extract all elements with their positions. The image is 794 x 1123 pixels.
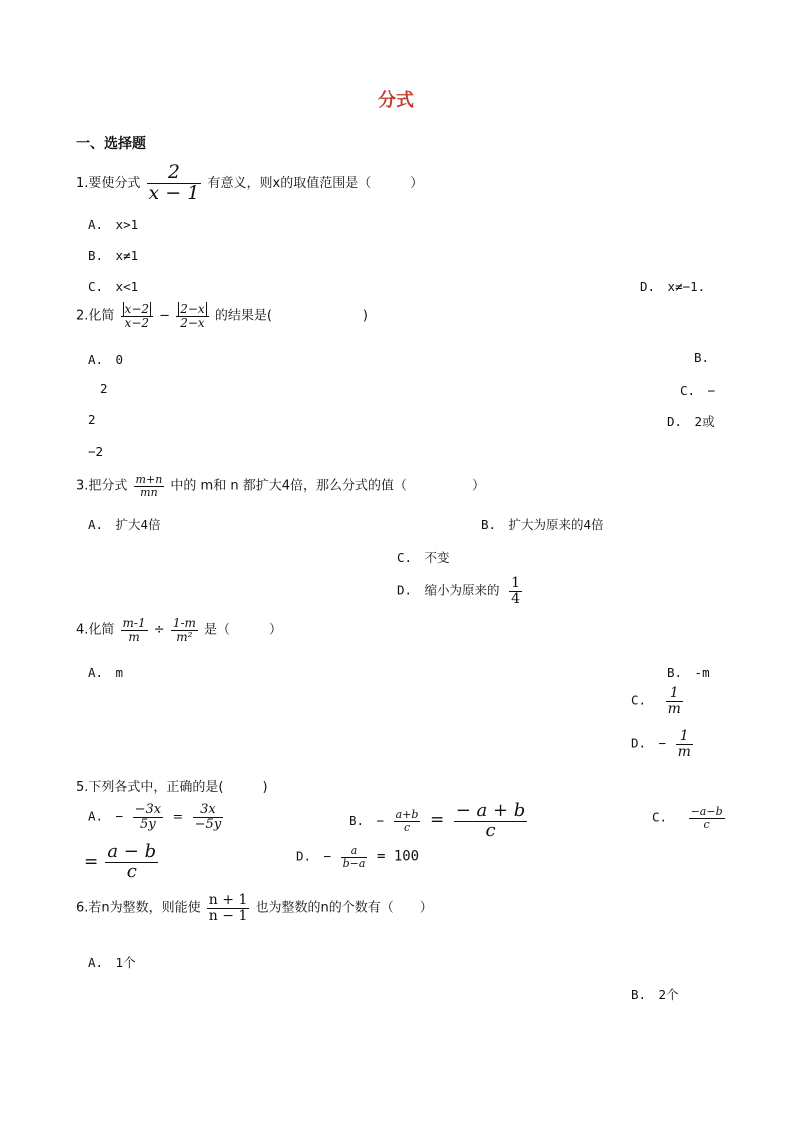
q1-option-d[interactable]: D. x≠−1.	[640, 279, 706, 294]
q2-suffix: 的结果是( )	[214, 308, 368, 324]
q5-d-fraction: $\frac{a}{b-a}$	[342, 844, 366, 870]
q1-prefix: 1.要使分式	[76, 175, 141, 191]
q2-option-a[interactable]: A. 0	[88, 352, 124, 367]
q2-option-d[interactable]: D. 2或	[667, 414, 715, 429]
q6-fraction: $\frac{n + 1}{n - 1}$	[208, 892, 248, 924]
q4-option-b[interactable]: B. -m	[667, 665, 710, 680]
q6-suffix: 也为整数的n的个数有（ ）	[255, 900, 433, 916]
q5-b-fraction-2: $\frac{- a + b}{c}$	[455, 800, 526, 841]
q5-c-fraction-1: $\frac{-a-b}{c}$	[690, 805, 723, 831]
q2-minus: −	[159, 308, 171, 324]
q1-option-a[interactable]: A. x>1	[88, 217, 139, 232]
q4-option-a[interactable]: A. m	[88, 665, 124, 680]
q2-option-d-value: −2	[88, 444, 104, 459]
q5-option-d[interactable]: D. − $\frac{a}{b-a}$ = 100	[296, 844, 420, 870]
q6-option-a[interactable]: A. 1个	[88, 955, 136, 970]
q5-a-fraction-1: $\frac{-3x}{5y}$	[134, 802, 162, 832]
q5-b-fraction-1: $\frac{a+b}{c}$	[395, 808, 419, 834]
question-3	[76, 474, 485, 498]
q2-prefix: 2.化简	[76, 308, 115, 324]
q5-option-b[interactable]: B. − $\frac{a+b}{c}$ = $\frac{- a + b}{c}$	[349, 800, 526, 841]
q5-a-fraction-2: $\frac{3x}{-5y}$	[194, 802, 222, 832]
question-6	[76, 893, 433, 923]
q4-prefix: 4.化简	[76, 622, 115, 638]
q3-option-b[interactable]: B. 扩大为原来的4倍	[481, 517, 604, 532]
q2-fraction-1: $\frac{x-2}{x-2}$	[121, 303, 153, 329]
q4-option-c[interactable]: C. $\frac{1}{m}$	[631, 685, 681, 717]
q3-d-fraction: $\frac{1}{4}$	[511, 575, 521, 607]
q4-option-d[interactable]: D. − $\frac{1}{m}$	[631, 728, 691, 760]
q3-option-c[interactable]: C. 不变	[397, 550, 450, 565]
q5-c-fraction-2: $\frac{a - b}{c}$	[107, 841, 157, 882]
q4-fraction-1: $\frac{m-1}{m}$	[122, 616, 146, 644]
q2-option-b[interactable]: B.	[694, 350, 710, 365]
q2-option-c[interactable]: C. −	[680, 383, 716, 398]
q3-prefix: 3.把分式	[76, 478, 128, 494]
q2-option-b-value: 2	[100, 381, 108, 396]
q1-option-b[interactable]: B. x≠1	[88, 248, 139, 263]
q4-divide: ÷	[153, 622, 165, 638]
q1-suffix: 有意义，则x的取值范围是（ ）	[207, 175, 424, 191]
q4-fraction-2: $\frac{1-m}{\text{m²}}$	[172, 616, 196, 644]
q1-option-c[interactable]: C. x<1	[88, 279, 139, 294]
q4-d-fraction: $\frac{1}{m}$	[677, 728, 691, 760]
q3-suffix: 中的 m和 n 都扩大4倍，那么分式的值（ ）	[170, 478, 485, 494]
q3-fraction: $\frac{m+n}{mn}$	[135, 473, 163, 499]
section-heading: 一、选择题	[76, 136, 146, 152]
q2-fraction-2: $\frac{2-x}{2-x}$	[176, 303, 208, 329]
q5-option-c[interactable]: C. $\frac{-a-b}{c}$	[652, 805, 723, 831]
question-2	[76, 303, 368, 329]
q6-option-b[interactable]: B. 2个	[631, 987, 679, 1002]
q3-option-a[interactable]: A. 扩大4倍	[88, 517, 161, 532]
q4-c-fraction: $\frac{1}{m}$	[667, 685, 681, 717]
q1-fraction: $\frac{2}{x - 1}$	[148, 161, 200, 204]
question-4	[76, 617, 282, 643]
question-1	[76, 163, 423, 204]
question-5: 5.下列各式中，正确的是( )	[76, 780, 268, 795]
q2-option-c-value: 2	[88, 412, 96, 427]
q5-option-a[interactable]: A. − $\frac{-3x}{5y}$ = $\frac{3x}{-5y}$	[88, 802, 222, 832]
q3-option-d[interactable]: D. 缩小为原来的 $\frac{1}{4}$	[397, 575, 521, 607]
q4-suffix: 是（ ）	[204, 622, 283, 638]
page-title: 分式	[378, 90, 414, 111]
q5-option-c-continued: = $\frac{a - b}{c}$	[84, 841, 157, 882]
q6-prefix: 6.若n为整数，则能使	[76, 900, 201, 916]
